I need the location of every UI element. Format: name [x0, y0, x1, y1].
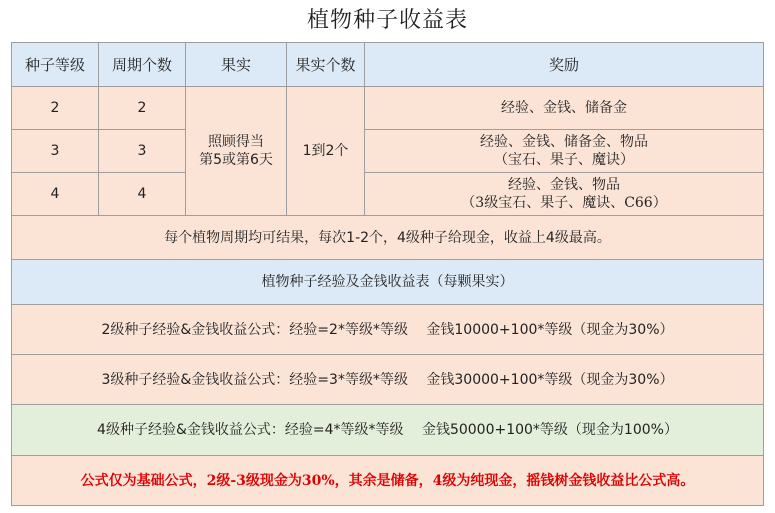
header-fruit-count: 果实个数 [287, 43, 365, 87]
reward-line-2: （3级宝石、果子、魔诀、C66） [461, 195, 667, 211]
reward-line-1: 经验、金钱、物品 [508, 177, 620, 193]
reward-line-2: （宝石、果子、魔诀） [494, 152, 634, 168]
reward-cell [365, 173, 764, 216]
seed-income-table [11, 42, 764, 506]
header-row [12, 43, 764, 87]
seed-level-cell: 4 [12, 173, 99, 216]
table-row [12, 130, 764, 173]
formula-row [12, 355, 764, 405]
footnote-text: 公式仅为基础公式，2级-3级现金为30%，其余是储备，4级为纯现金，摇钱树金钱收益比公式高。 [12, 456, 764, 506]
subtable-title: 植物种子经验及金钱收益表（每颗果实） [12, 260, 764, 305]
header-reward: 奖励 [365, 43, 764, 87]
reward-cell [365, 130, 764, 173]
formula-level-4: 4级种子经验&金钱收益公式：经验=4*等级*等级 金钱50000+100*等级（现金为100%） [12, 405, 764, 456]
cycle-count-cell: 4 [99, 173, 186, 216]
subtable-title-row [12, 260, 764, 305]
seed-level-cell: 3 [12, 130, 99, 173]
header-seed-level: 种子等级 [12, 43, 99, 87]
seed-level-cell: 2 [12, 87, 99, 130]
formula-row [12, 405, 764, 456]
note-text: 每个植物周期均可结果，每次1-2个，4级种子给现金，收益上4级最高。 [12, 216, 764, 260]
header-cycle-count: 周期个数 [99, 43, 186, 87]
header-fruit: 果实 [186, 43, 287, 87]
table-row [12, 87, 764, 130]
table-row [12, 173, 764, 216]
formula-level-2: 2级种子经验&金钱收益公式：经验=2*等级*等级 金钱10000+100*等级（现金为30%） [12, 305, 764, 355]
fruit-line-2: 第5或第6天 [199, 152, 273, 168]
footnote-row [12, 456, 764, 506]
page-title: 植物种子收益表 [306, 8, 468, 33]
fruit-count-cell: 1到2个 [287, 87, 365, 216]
reward-line-1: 经验、金钱、储备金、物品 [480, 134, 648, 150]
reward-cell [365, 87, 764, 130]
reward-line-1: 经验、金钱、储备金 [501, 100, 627, 116]
cycle-count-cell: 3 [99, 130, 186, 173]
formula-level-3: 3级种子经验&金钱收益公式：经验=3*等级*等级 金钱30000+100*等级（现金为30%） [12, 355, 764, 405]
fruit-line-1: 照顾得当 [208, 134, 264, 150]
fruit-cell [186, 87, 287, 216]
note-row [12, 216, 764, 260]
cycle-count-cell: 2 [99, 87, 186, 130]
formula-row [12, 305, 764, 355]
